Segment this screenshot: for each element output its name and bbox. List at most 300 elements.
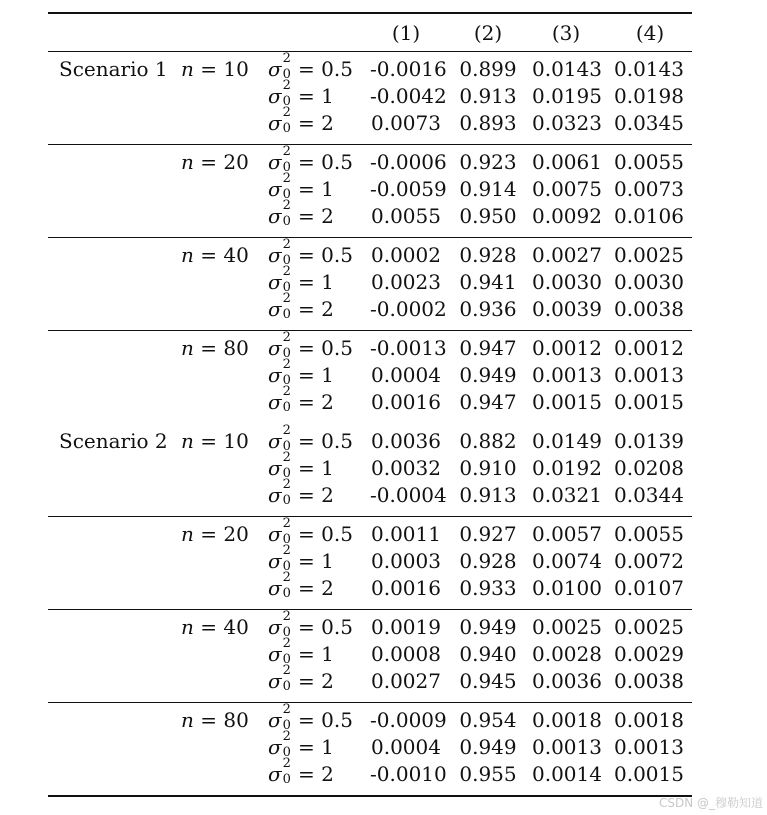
- sigma-value: 1: [321, 735, 334, 759]
- n-variable: n: [181, 708, 194, 732]
- sigma-value: 2: [321, 204, 334, 228]
- sigma-label: [268, 291, 334, 323]
- sigma-scripts: [282, 264, 292, 295]
- sigma-superscript: 2: [282, 729, 291, 744]
- sigma-value: 2: [321, 111, 334, 135]
- n-label: [181, 521, 249, 548]
- sigma-symbol: σ: [268, 297, 282, 321]
- watermark: CSDN @_穆勒知道: [658, 796, 763, 810]
- sigma-label: [268, 570, 334, 602]
- sigma-scripts: [282, 609, 292, 640]
- sigma-scripts: [282, 357, 292, 388]
- sigma-label: [268, 477, 334, 509]
- sigma-label: [268, 198, 334, 230]
- sigma-value: 0.5: [321, 522, 353, 546]
- scenario-label: Scenario 1: [59, 57, 168, 81]
- sigma-equals: =: [291, 243, 322, 267]
- sigma-equals: =: [291, 522, 322, 546]
- value-cell-col3: 0.0075: [532, 177, 602, 201]
- value-cell-col1: 0.0003: [371, 549, 441, 573]
- n-value: 10: [223, 57, 249, 81]
- table-rule: [48, 237, 692, 238]
- sigma-subscript: 0: [282, 652, 291, 667]
- value-cell-col3: 0.0013: [532, 363, 602, 387]
- value-cell-col1: 0.0032: [371, 456, 441, 480]
- sigma-equals: =: [291, 549, 322, 573]
- sigma-subscript: 0: [282, 253, 291, 268]
- sigma-superscript: 2: [282, 450, 291, 465]
- value-cell-col3: 0.0143: [532, 57, 602, 81]
- sigma-subscript: 0: [282, 532, 291, 547]
- value-cell-col4: 0.0038: [614, 669, 684, 693]
- value-cell-col2: 0.950: [459, 204, 517, 228]
- value-cell-col2: 0.893: [459, 111, 517, 135]
- sigma-superscript: 2: [282, 105, 291, 120]
- sigma-label: [268, 144, 353, 176]
- sigma-value: 0.5: [321, 150, 353, 174]
- sigma-symbol: σ: [268, 336, 282, 360]
- column-header: (1): [391, 21, 421, 45]
- value-cell-col2: 0.913: [459, 84, 517, 108]
- sigma-scripts: [282, 543, 292, 574]
- sigma-subscript: 0: [282, 772, 291, 787]
- sigma-symbol: σ: [268, 762, 282, 786]
- value-cell-col4: 0.0198: [614, 84, 684, 108]
- table-rule: [48, 330, 692, 331]
- value-cell-col1: -0.0059: [370, 177, 447, 201]
- sigma-subscript: 0: [282, 679, 291, 694]
- value-cell-col2: 0.910: [459, 456, 517, 480]
- n-value: 40: [223, 615, 249, 639]
- n-equals: =: [193, 57, 224, 81]
- sigma-subscript: 0: [282, 373, 291, 388]
- value-cell-col4: 0.0038: [614, 297, 684, 321]
- value-cell-col2: 0.947: [459, 336, 517, 360]
- sigma-value: 1: [321, 642, 334, 666]
- n-label: [181, 335, 249, 362]
- n-label: [181, 614, 249, 641]
- n-variable: n: [181, 615, 194, 639]
- sigma-superscript: 2: [282, 237, 291, 252]
- sigma-label: [268, 543, 334, 575]
- column-header: (3): [551, 21, 581, 45]
- value-cell-col2: 0.955: [459, 762, 517, 786]
- sigma-equals: =: [291, 762, 322, 786]
- n-value: 80: [223, 708, 249, 732]
- value-cell-col3: 0.0061: [532, 150, 602, 174]
- value-cell-col4: 0.0072: [614, 549, 684, 573]
- sigma-scripts: [282, 450, 292, 481]
- n-label: [181, 428, 249, 455]
- value-cell-col2: 0.936: [459, 297, 517, 321]
- value-cell-col2: 0.913: [459, 483, 517, 507]
- n-label: [181, 149, 249, 176]
- value-cell-col1: 0.0027: [371, 669, 441, 693]
- value-cell-col1: 0.0004: [371, 363, 441, 387]
- sigma-subscript: 0: [282, 346, 291, 361]
- sigma-equals: =: [291, 642, 322, 666]
- sigma-equals: =: [291, 390, 322, 414]
- value-cell-col3: 0.0057: [532, 522, 602, 546]
- sigma-subscript: 0: [282, 718, 291, 733]
- value-cell-col3: 0.0013: [532, 735, 602, 759]
- sigma-subscript: 0: [282, 121, 291, 136]
- sigma-scripts: [282, 171, 292, 202]
- value-cell-col4: 0.0029: [614, 642, 684, 666]
- sigma-scripts: [282, 105, 292, 136]
- n-value: 80: [223, 336, 249, 360]
- n-equals: =: [193, 615, 224, 639]
- sigma-symbol: σ: [268, 483, 282, 507]
- sigma-symbol: σ: [268, 57, 282, 81]
- sigma-symbol: σ: [268, 429, 282, 453]
- value-cell-col2: 0.940: [459, 642, 517, 666]
- value-cell-col4: 0.0055: [614, 150, 684, 174]
- table-rule: [48, 51, 692, 52]
- value-cell-col3: 0.0025: [532, 615, 602, 639]
- n-equals: =: [193, 522, 224, 546]
- value-cell-col1: -0.0006: [370, 150, 447, 174]
- sigma-equals: =: [291, 84, 322, 108]
- sigma-equals: =: [291, 708, 322, 732]
- sigma-equals: =: [291, 204, 322, 228]
- sigma-scripts: [282, 330, 292, 361]
- sigma-symbol: σ: [268, 363, 282, 387]
- n-value: 10: [223, 429, 249, 453]
- value-cell-col3: 0.0100: [532, 576, 602, 600]
- sigma-subscript: 0: [282, 559, 291, 574]
- value-cell-col2: 0.928: [459, 549, 517, 573]
- sigma-scripts: [282, 729, 292, 760]
- n-label: [181, 56, 249, 83]
- sigma-equals: =: [291, 456, 322, 480]
- value-cell-col3: 0.0192: [532, 456, 602, 480]
- sigma-value: 0.5: [321, 429, 353, 453]
- sigma-symbol: σ: [268, 669, 282, 693]
- sigma-subscript: 0: [282, 187, 291, 202]
- value-cell-col2: 0.914: [459, 177, 517, 201]
- sigma-superscript: 2: [282, 663, 291, 678]
- value-cell-col1: 0.0008: [371, 642, 441, 666]
- sigma-scripts: [282, 144, 292, 175]
- sigma-label: [268, 516, 353, 548]
- sigma-value: 2: [321, 483, 334, 507]
- sigma-superscript: 2: [282, 144, 291, 159]
- value-cell-col2: 0.899: [459, 57, 517, 81]
- sigma-equals: =: [291, 429, 322, 453]
- value-cell-col1: 0.0073: [371, 111, 441, 135]
- sigma-value: 0.5: [321, 243, 353, 267]
- sigma-symbol: σ: [268, 522, 282, 546]
- value-cell-col4: 0.0344: [614, 483, 684, 507]
- sigma-superscript: 2: [282, 51, 291, 66]
- value-cell-col1: -0.0013: [370, 336, 447, 360]
- sigma-scripts: [282, 237, 292, 268]
- sigma-label: [268, 78, 334, 110]
- sigma-symbol: σ: [268, 549, 282, 573]
- sigma-equals: =: [291, 576, 322, 600]
- n-value: 20: [223, 522, 249, 546]
- n-equals: =: [193, 429, 224, 453]
- sigma-label: [268, 384, 334, 416]
- sigma-equals: =: [291, 735, 322, 759]
- sigma-label: [268, 609, 353, 641]
- column-header: (2): [473, 21, 503, 45]
- value-cell-col4: 0.0345: [614, 111, 684, 135]
- sigma-scripts: [282, 78, 292, 109]
- sigma-symbol: σ: [268, 84, 282, 108]
- value-cell-col3: 0.0014: [532, 762, 602, 786]
- value-cell-col1: 0.0055: [371, 204, 441, 228]
- value-cell-col2: 0.949: [459, 615, 517, 639]
- value-cell-col2: 0.949: [459, 363, 517, 387]
- sigma-scripts: [282, 384, 292, 415]
- sigma-equals: =: [291, 483, 322, 507]
- n-variable: n: [181, 429, 194, 453]
- value-cell-col4: 0.0106: [614, 204, 684, 228]
- sigma-symbol: σ: [268, 177, 282, 201]
- n-variable: n: [181, 57, 194, 81]
- scenario-label: Scenario 2: [59, 429, 168, 453]
- value-cell-col3: 0.0027: [532, 243, 602, 267]
- n-equals: =: [193, 708, 224, 732]
- table-rule: [48, 702, 692, 703]
- table-rule: [48, 12, 692, 14]
- value-cell-col3: 0.0195: [532, 84, 602, 108]
- sigma-scripts: [282, 291, 292, 322]
- table-rule: [48, 795, 692, 797]
- n-variable: n: [181, 522, 194, 546]
- sigma-value: 0.5: [321, 615, 353, 639]
- sigma-value: 1: [321, 270, 334, 294]
- value-cell-col1: 0.0004: [371, 735, 441, 759]
- sigma-symbol: σ: [268, 615, 282, 639]
- n-variable: n: [181, 336, 194, 360]
- value-cell-col4: 0.0013: [614, 363, 684, 387]
- sigma-scripts: [282, 570, 292, 601]
- value-cell-col2: 0.923: [459, 150, 517, 174]
- sigma-value: 2: [321, 576, 334, 600]
- value-cell-col4: 0.0139: [614, 429, 684, 453]
- value-cell-col1: -0.0042: [370, 84, 447, 108]
- value-cell-col3: 0.0321: [532, 483, 602, 507]
- value-cell-col1: 0.0019: [371, 615, 441, 639]
- value-cell-col4: 0.0208: [614, 456, 684, 480]
- sigma-subscript: 0: [282, 439, 291, 454]
- sigma-subscript: 0: [282, 466, 291, 481]
- sigma-value: 2: [321, 762, 334, 786]
- sigma-value: 0.5: [321, 57, 353, 81]
- value-cell-col2: 0.928: [459, 243, 517, 267]
- value-cell-col4: 0.0018: [614, 708, 684, 732]
- sigma-symbol: σ: [268, 456, 282, 480]
- sigma-symbol: σ: [268, 642, 282, 666]
- sigma-label: [268, 264, 334, 296]
- sigma-subscript: 0: [282, 94, 291, 109]
- sigma-equals: =: [291, 177, 322, 201]
- value-cell-col3: 0.0074: [532, 549, 602, 573]
- value-cell-col4: 0.0030: [614, 270, 684, 294]
- value-cell-col3: 0.0028: [532, 642, 602, 666]
- value-cell-col4: 0.0025: [614, 615, 684, 639]
- sigma-superscript: 2: [282, 702, 291, 717]
- sigma-scripts: [282, 516, 292, 547]
- value-cell-col1: -0.0016: [370, 57, 447, 81]
- n-variable: n: [181, 243, 194, 267]
- sigma-superscript: 2: [282, 609, 291, 624]
- sigma-superscript: 2: [282, 477, 291, 492]
- sigma-subscript: 0: [282, 214, 291, 229]
- sigma-scripts: [282, 423, 292, 454]
- value-cell-col1: 0.0016: [371, 576, 441, 600]
- value-cell-col1: 0.0036: [371, 429, 441, 453]
- sigma-value: 1: [321, 177, 334, 201]
- sigma-superscript: 2: [282, 543, 291, 558]
- sigma-subscript: 0: [282, 280, 291, 295]
- value-cell-col4: 0.0015: [614, 390, 684, 414]
- sigma-superscript: 2: [282, 516, 291, 531]
- column-header: (4): [635, 21, 665, 45]
- sigma-label: [268, 51, 353, 83]
- sigma-superscript: 2: [282, 636, 291, 651]
- n-equals: =: [193, 150, 224, 174]
- n-equals: =: [193, 243, 224, 267]
- sigma-equals: =: [291, 363, 322, 387]
- sigma-label: [268, 756, 334, 788]
- sigma-superscript: 2: [282, 291, 291, 306]
- sigma-symbol: σ: [268, 243, 282, 267]
- sigma-equals: =: [291, 336, 322, 360]
- sigma-superscript: 2: [282, 264, 291, 279]
- sigma-label: [268, 423, 353, 455]
- value-cell-col2: 0.954: [459, 708, 517, 732]
- value-cell-col1: -0.0002: [370, 297, 447, 321]
- sigma-value: 2: [321, 669, 334, 693]
- sigma-label: [268, 702, 353, 734]
- sigma-equals: =: [291, 615, 322, 639]
- n-label: [181, 707, 249, 734]
- sigma-symbol: σ: [268, 270, 282, 294]
- value-cell-col2: 0.941: [459, 270, 517, 294]
- sigma-symbol: σ: [268, 150, 282, 174]
- value-cell-col3: 0.0015: [532, 390, 602, 414]
- value-cell-col4: 0.0055: [614, 522, 684, 546]
- sigma-equals: =: [291, 669, 322, 693]
- sigma-superscript: 2: [282, 423, 291, 438]
- value-cell-col4: 0.0012: [614, 336, 684, 360]
- sigma-label: [268, 330, 353, 362]
- sigma-scripts: [282, 702, 292, 733]
- sigma-value: 0.5: [321, 336, 353, 360]
- value-cell-col4: 0.0143: [614, 57, 684, 81]
- value-cell-col2: 0.927: [459, 522, 517, 546]
- value-cell-col3: 0.0018: [532, 708, 602, 732]
- sigma-value: 1: [321, 549, 334, 573]
- sigma-subscript: 0: [282, 400, 291, 415]
- sigma-symbol: σ: [268, 576, 282, 600]
- table-rule: [48, 516, 692, 517]
- value-cell-col3: 0.0012: [532, 336, 602, 360]
- sigma-superscript: 2: [282, 357, 291, 372]
- sigma-scripts: [282, 636, 292, 667]
- sigma-scripts: [282, 663, 292, 694]
- sigma-equals: =: [291, 270, 322, 294]
- sigma-equals: =: [291, 150, 322, 174]
- sigma-scripts: [282, 198, 292, 229]
- sigma-label: [268, 636, 334, 668]
- value-cell-col1: -0.0004: [370, 483, 447, 507]
- value-cell-col3: 0.0092: [532, 204, 602, 228]
- value-cell-col1: -0.0010: [370, 762, 447, 786]
- sigma-value: 1: [321, 456, 334, 480]
- sigma-label: [268, 357, 334, 389]
- value-cell-col3: 0.0323: [532, 111, 602, 135]
- sigma-value: 0.5: [321, 708, 353, 732]
- sigma-label: [268, 729, 334, 761]
- sigma-symbol: σ: [268, 111, 282, 135]
- sigma-label: [268, 171, 334, 203]
- value-cell-col1: 0.0011: [371, 522, 441, 546]
- value-cell-col1: 0.0002: [371, 243, 441, 267]
- n-label: [181, 242, 249, 269]
- value-cell-col3: 0.0039: [532, 297, 602, 321]
- sigma-subscript: 0: [282, 745, 291, 760]
- n-equals: =: [193, 336, 224, 360]
- value-cell-col1: 0.0016: [371, 390, 441, 414]
- sigma-subscript: 0: [282, 307, 291, 322]
- sigma-scripts: [282, 756, 292, 787]
- sigma-superscript: 2: [282, 78, 291, 93]
- n-variable: n: [181, 150, 194, 174]
- sigma-superscript: 2: [282, 756, 291, 771]
- sigma-equals: =: [291, 297, 322, 321]
- n-value: 40: [223, 243, 249, 267]
- sigma-label: [268, 105, 334, 137]
- value-cell-col4: 0.0013: [614, 735, 684, 759]
- sigma-subscript: 0: [282, 160, 291, 175]
- value-cell-col1: 0.0023: [371, 270, 441, 294]
- sigma-symbol: σ: [268, 390, 282, 414]
- sigma-scripts: [282, 477, 292, 508]
- sigma-value: 2: [321, 390, 334, 414]
- sigma-symbol: σ: [268, 204, 282, 228]
- sigma-scripts: [282, 51, 292, 82]
- sigma-label: [268, 237, 353, 269]
- sigma-superscript: 2: [282, 198, 291, 213]
- sigma-label: [268, 450, 334, 482]
- value-cell-col2: 0.947: [459, 390, 517, 414]
- value-cell-col4: 0.0073: [614, 177, 684, 201]
- sigma-subscript: 0: [282, 586, 291, 601]
- sigma-symbol: σ: [268, 735, 282, 759]
- sigma-label: [268, 663, 334, 695]
- value-cell-col4: 0.0107: [614, 576, 684, 600]
- table-rule: [48, 144, 692, 145]
- value-cell-col3: 0.0036: [532, 669, 602, 693]
- value-cell-col2: 0.949: [459, 735, 517, 759]
- sigma-equals: =: [291, 111, 322, 135]
- sigma-superscript: 2: [282, 330, 291, 345]
- value-cell-col2: 0.933: [459, 576, 517, 600]
- n-value: 20: [223, 150, 249, 174]
- sigma-equals: =: [291, 57, 322, 81]
- sigma-value: 2: [321, 297, 334, 321]
- value-cell-col2: 0.882: [459, 429, 517, 453]
- sigma-value: 1: [321, 84, 334, 108]
- sigma-superscript: 2: [282, 171, 291, 186]
- sigma-symbol: σ: [268, 708, 282, 732]
- value-cell-col3: 0.0030: [532, 270, 602, 294]
